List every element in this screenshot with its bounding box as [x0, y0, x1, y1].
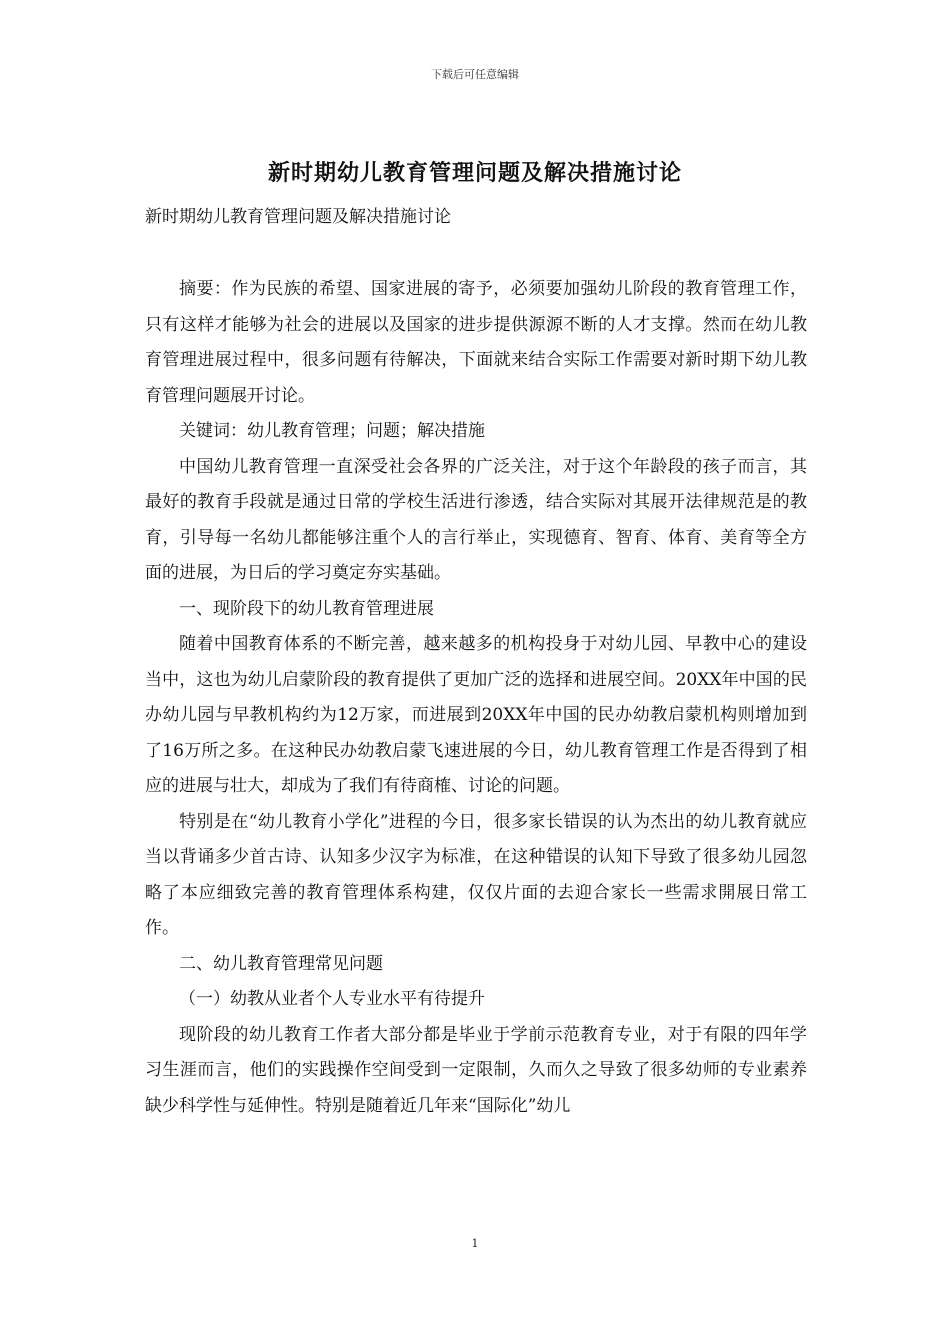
- keywords-paragraph: 关键词：幼儿教育管理；问题；解决措施: [179, 421, 485, 441]
- page-number: 1: [471, 1237, 479, 1250]
- document-title: 新时期幼儿教育管理问题及解决措施讨论: [267, 160, 682, 186]
- page-header: 下载后可任意编辑: [431, 68, 519, 81]
- section-heading: 二、幼儿教育管理常见问题: [179, 953, 383, 974]
- abstract-paragraph: 摘要：作为民族的希望、国家进展的寄予，必须要加强幼儿阶段的教育管理工作，只有这样才能够为社会的进展以及国家的进步提供源源不断的人才支撑。然而在幼儿教育管理进展过程中，很多问题有待解决，下面就来结合实际工作需要对新时期下幼儿教育管理问题展开讨论。: [145, 279, 807, 406]
- document-subtitle: 新时期幼儿教育管理问题及解决措施讨论: [145, 207, 451, 227]
- subsection-heading: （一）幼教从业者个人专业水平有待提升: [179, 989, 485, 1009]
- body-paragraph: 现阶段的幼儿教育工作者大部分都是毕业于学前示范教育专业，对于有限的四年学习生涯而言，他们的实践操作空间受到一定限制，久而久之导致了很多幼师的专业素养缺少科学性与延伸性。特别是随着近几年来“国际化”幼儿: [145, 1024, 807, 1116]
- section-heading: 一、现阶段下的幼儿教育管理进展: [179, 598, 434, 619]
- body-paragraph: 随着中国教育体系的不断完善，越来越多的机构投身于对幼儿园、早教中心的建设当中，这也为幼儿启蒙阶段的教育提供了更加广泛的选择和进展空间。20XX年中国的民办幼儿园与早教机构约为12万家，而进展到20XX年中国的民办幼教启蒙机构则增加到了16万所之多。在这种民办幼教启蒙飞速进展的今日，幼儿教育管理工作是否得到了相应的进展与壮大，却成为了我们有待商榷、讨论的问题。: [145, 634, 807, 796]
- body-paragraph: 特别是在“幼儿教育小学化”进程的今日，很多家长错误的认为杰出的幼儿教育就应当以背诵多少首古诗、认知多少汉字为标准，在这种错误的认知下导致了很多幼儿园忽略了本应细致完善的教育管理体系构建，仅仅片面的去迎合家长一些需求開展日常工作。: [145, 811, 807, 938]
- body-paragraph: 中国幼儿教育管理一直深受社会各界的广泛关注，对于这个年龄段的孩子而言，其最好的教育手段就是通过日常的学校生活进行渗透，结合实际对其展开法律规范是的教育，引导每一名幼儿都能够注重个人的言行举止，实现德育、智育、体育、美育等全方面的进展，为日后的学习奠定夯实基础。: [145, 456, 807, 583]
- document-body: [145, 272, 807, 1124]
